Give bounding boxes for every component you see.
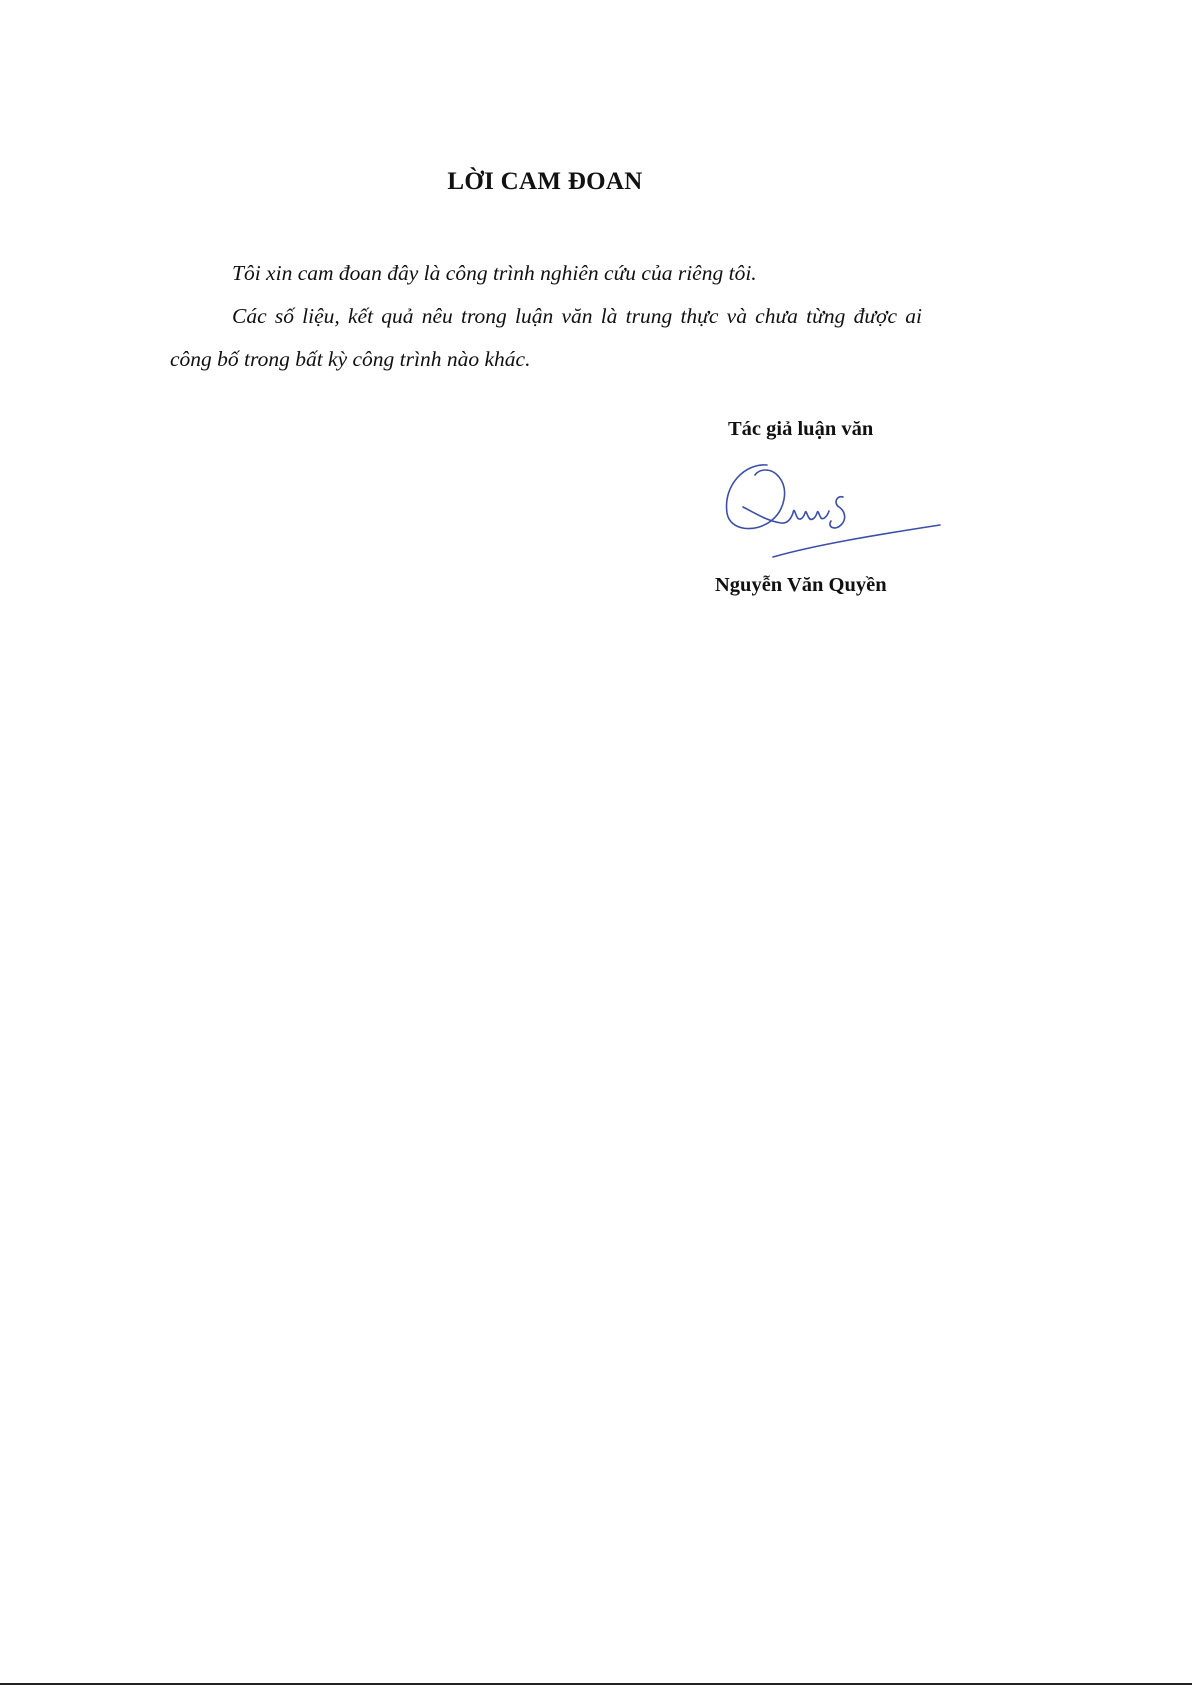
handwritten-signature bbox=[715, 455, 945, 565]
page-title: LỜI CAM ĐOAN bbox=[447, 168, 643, 195]
declaration-paragraph-2: Các số liệu, kết quả nêu trong luận văn là trung thực và chưa từng được ai công bố trong bất kỳ công trình nào khác. bbox=[170, 304, 922, 371]
declaration-body bbox=[170, 252, 922, 381]
declaration-paragraph-1: Tôi xin cam đoan đây là công trình nghiên cứu của riêng tôi. bbox=[232, 261, 757, 285]
author-label: Tác giả luận văn bbox=[728, 418, 874, 440]
author-name: Nguyễn Văn Quyền bbox=[715, 574, 887, 596]
